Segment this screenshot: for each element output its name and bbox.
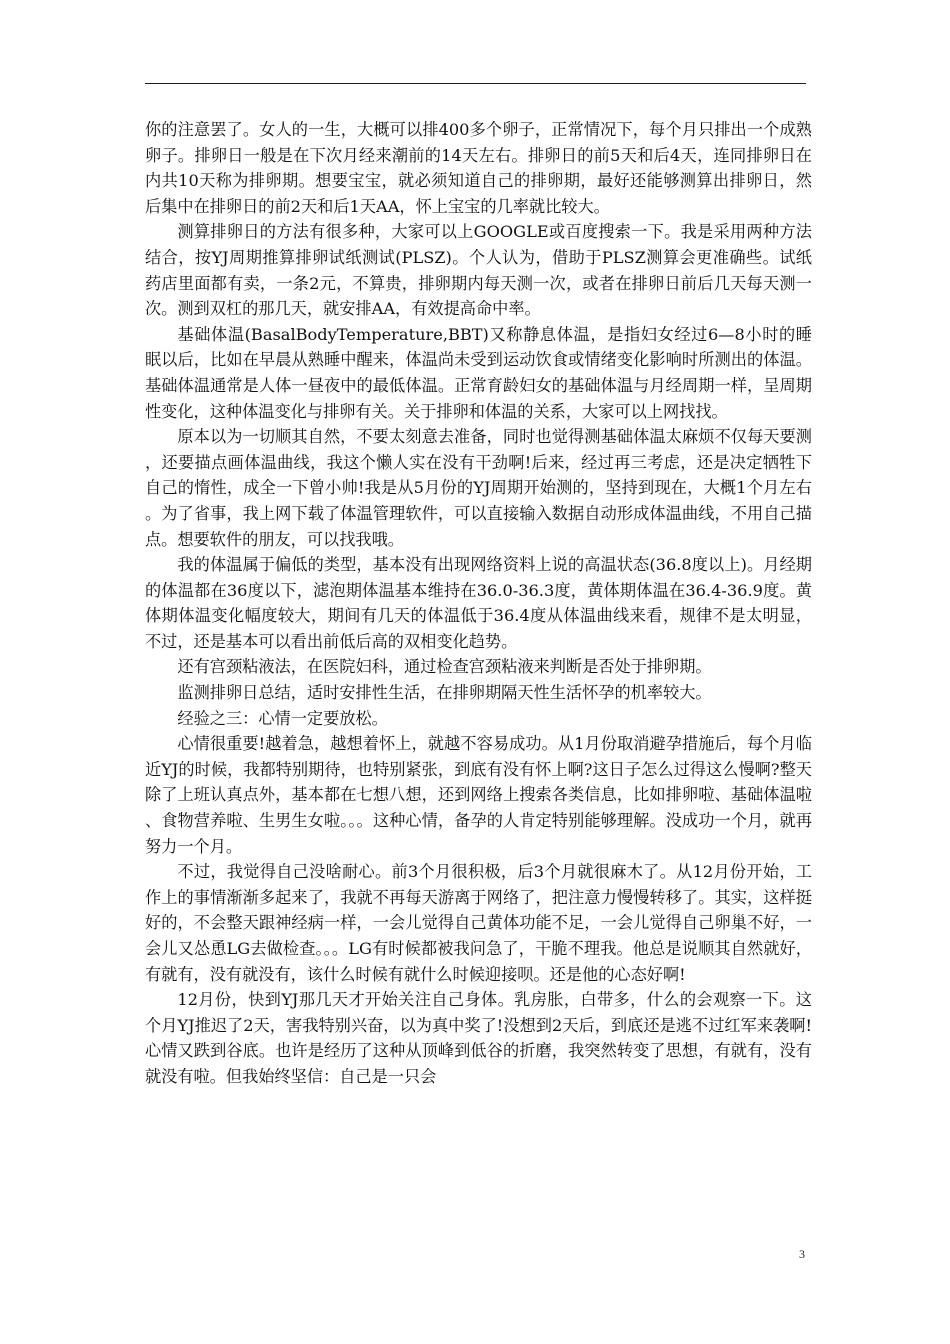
paragraph-2: 测算排卵日的方法有很多种，大家可以上GOOGLE或百度搜索一下。我是采用两种方法结合，按YJ周期推算排卵试纸测试(PLSZ)。个人认为，借助于PLSZ测算会更准确些。试纸药店里面都有卖，一条2元，不算贵，排卵期内每天测一次，或者在排卵日前后几天每天测一次。测到双杠的那几天，就安排AA，有效提高命中率。 xyxy=(145,222,812,319)
paragraph-4: 原本以为一切顺其自然，不要太刻意去准备，同时也觉得测基础体温太麻烦不仅每天要测，还要描点画体温曲线，我这个懒人实在没有干劲啊!后来，经过再三考虑，还是决定牺牲下自己的惰性，成全一下曾小帅!我是从5月份的YJ周期开始测的，坚持到现在，大概1个月左右。为了省事，我上网下载了体温管理软件，可以直接输入数据自动形成体温曲线，不用自己描点。想要软件的朋友，可以找我哦。 xyxy=(145,427,812,549)
page-number: 3 xyxy=(799,1247,805,1261)
document-body xyxy=(145,117,812,1090)
paragraph-7: 监测排卵日总结，适时安排性生活，在排卵期隔天性生活怀孕的机率较大。 xyxy=(177,683,712,703)
paragraph-9: 心情很重要!越着急，越想着怀上，就越不容易成功。从1月份取消避孕措施后，每个月临近YJ的时候，我都特别期待，也特别紧张，到底有没有怀上啊?这日子怎么过得这么慢啊?整天除了上班认真点外，基本都在七想八想，还到网络上搜索各类信息，比如排卵啦、基础体温啦、食物营养啦、生男生女啦。。。这种心情，备孕的人肯定特别能够理解。没成功一个月，就再努力一个月。 xyxy=(145,734,812,856)
paragraph-6: 还有宫颈粘液法，在医院妇科，通过检查宫颈粘液来判断是否处于排卵期。 xyxy=(177,657,712,677)
header-rule xyxy=(145,83,806,84)
paragraph-10: 不过，我觉得自己没啥耐心。前3个月很积极，后3个月就很麻木了。从12月份开始，工作上的事情渐渐多起来了，我就不再每天游离于网络了，把注意力慢慢转移了。其实，这样挺好的，不会整天跟神经病一样，一会儿觉得自己黄体功能不足，一会儿觉得自己卵巢不好，一会儿又怂恿LG去做检查。。。LG有时候都被我问急了，干脆不理我。他总是说顺其自然就好，有就有，没有就没有，该什么时候有就什么时候迎接呗。还是他的心态好啊! xyxy=(145,862,812,984)
paragraph-3: 基础体温(BasalBodyTemperature,BBT)又称静息体温，是指妇女经过6—8小时的睡眠以后，比如在早晨从熟睡中醒来，体温尚未受到运动饮食或情绪变化影响时所测出的体温。基础体温通常是人体一昼夜中的最低体温。正常育龄妇女的基础体温与月经周期一样，呈周期性变化，这种体温变化与排卵有关。关于排卵和体温的关系，大家可以上网找找。 xyxy=(145,324,812,421)
paragraph-8: 经验之三：心情一定要放松。 xyxy=(177,708,388,728)
paragraph-5: 我的体温属于偏低的类型，基本没有出现网络资料上说的高温状态(36.8度以上)。月经期的体温都在36度以下，滤泡期体温基本维持在36.0-36.3度，黄体期体温在36.4-36.9度。黄体期体温变化幅度较大，期间有几天的体温低于36.4度从体温曲线来看，规律不是太明显，不过，还是基本可以看出前低后高的双相变化趋势。 xyxy=(145,555,812,651)
paragraph-1: 你的注意罢了。女人的一生，大概可以排400多个卵子，正常情况下，每个月只排出一个成熟卵子。排卵日一般是在下次月经来潮前的14天左右。排卵日的前5天和后4天，连同排卵日在内共10天称为排卵期。想要宝宝，就必须知道自己的排卵期，最好还能够测算出排卵日，然后集中在排卵日的前2天和后1天AA，怀上宝宝的几率就比较大。 xyxy=(145,120,812,216)
paragraph-11: 12月份，快到YJ那几天才开始关注自己身体。乳房胀，白带多，什么的会观察一下。这个月YJ推迟了2天，害我特别兴奋，以为真中奖了!没想到2天后，到底还是逃不过红军来袭啊!心情又跌到谷底。也许是经历了这种从顶峰到低谷的折磨，我突然转变了思想，有就有，没有就没有啦。但我始终坚信：自己是一只会 xyxy=(145,990,812,1086)
